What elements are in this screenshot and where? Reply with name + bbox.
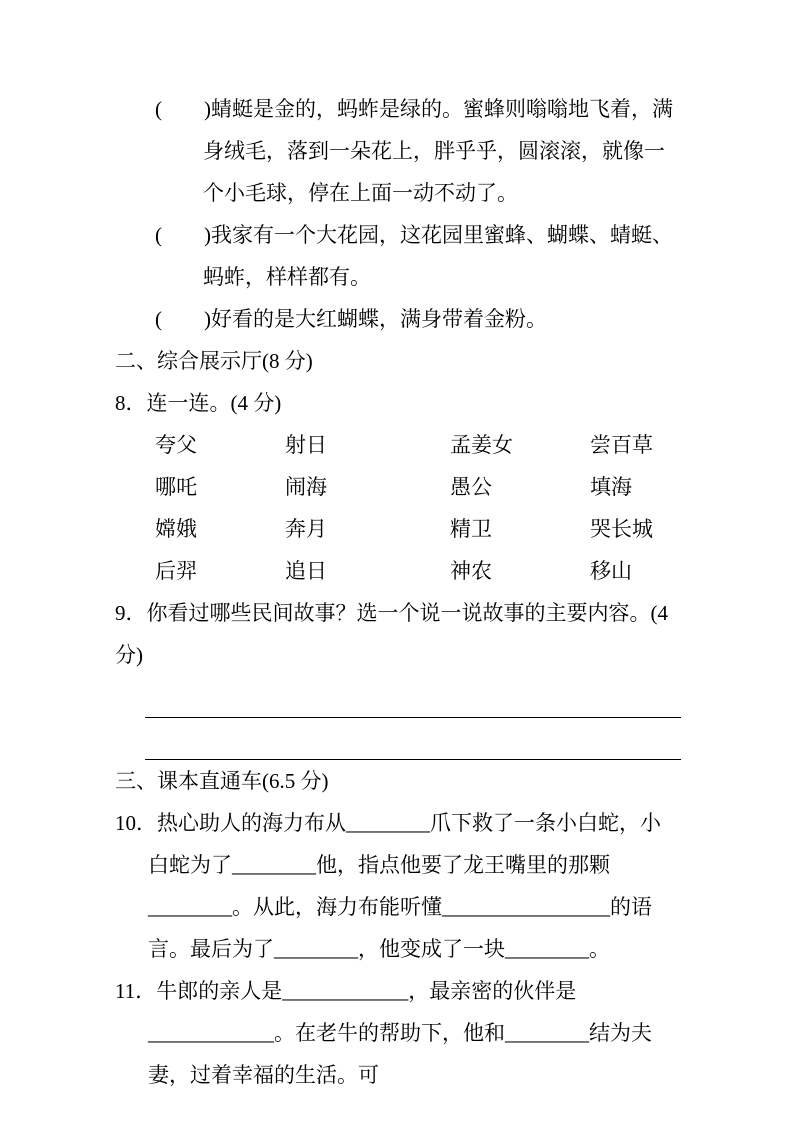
matching-exercise bbox=[155, 424, 681, 592]
match-item-kuchangcheng: 哭长城 bbox=[590, 517, 653, 541]
match-item-tianhai: 填海 bbox=[590, 475, 632, 499]
match-item-benyue: 奔月 bbox=[285, 517, 327, 541]
ordering-item-2 bbox=[155, 214, 681, 298]
match-item-change: 嫦娥 bbox=[155, 517, 197, 541]
question-11: 11．牛郎的亲人是____________，最亲密的伙伴是____________。在老牛的帮助下，他和________结为夫妻，过着幸福的生活。可 bbox=[115, 979, 652, 1087]
match-item-changbaicao: 尝百草 bbox=[590, 433, 653, 457]
answer-blank-line-1 bbox=[145, 676, 681, 718]
match-item-kuafu: 夸父 bbox=[155, 433, 197, 457]
match-item-naohai: 闹海 bbox=[285, 475, 327, 499]
question-9-label: 9．你看过哪些民间故事？选一个说一说故事的主要内容。(4 分) bbox=[115, 601, 668, 667]
question-8-label: 8．连一连。(4 分) bbox=[115, 391, 282, 415]
match-item-zhuiri: 追日 bbox=[285, 559, 327, 583]
section-2-heading: 二、综合展示厅(8 分) bbox=[115, 349, 313, 373]
match-item-jingwei: 精卫 bbox=[450, 517, 492, 541]
match-item-sheri: 射日 bbox=[285, 433, 327, 457]
ordering-item-3 bbox=[155, 298, 681, 340]
question-10: 10．热心助人的海力布从________爪下救了一条小白蛇，小白蛇为了________他，指点他要了龙王嘴里的那颗________。从此，海力布能听懂________________的语言。最后为了________，他变成了一块________。 bbox=[115, 811, 661, 961]
match-item-yishan: 移山 bbox=[590, 559, 632, 583]
worksheet-content bbox=[115, 88, 681, 1096]
ordering-item-1 bbox=[155, 88, 681, 214]
match-item-nezha: 哪吒 bbox=[155, 475, 197, 499]
match-item-houyi: 后羿 bbox=[155, 559, 197, 583]
match-item-shennong: 神农 bbox=[450, 559, 492, 583]
match-item-yugong: 愚公 bbox=[450, 475, 492, 499]
ordering-item-2-text: ( )我家有一个大花园，这花园里蜜蜂、蝴蝶、蜻蜓、蚂蚱，样样都有。 bbox=[155, 223, 673, 289]
ordering-item-1-text: ( )蜻蜓是金的，蚂蚱是绿的。蜜蜂则嗡嗡地飞着，满身绒毛，落到一朵花上，胖乎乎，圆滚滚，就像一个小毛球，停在上面一动不动了。 bbox=[155, 97, 673, 205]
ordering-item-3-text: ( )好看的是大红蝴蝶，满身带着金粉。 bbox=[155, 307, 547, 331]
section-3-heading: 三、课本直通车(6.5 分) bbox=[115, 769, 329, 793]
answer-blank-line-2 bbox=[145, 718, 681, 760]
match-item-mengjiangnv: 孟姜女 bbox=[450, 433, 513, 457]
